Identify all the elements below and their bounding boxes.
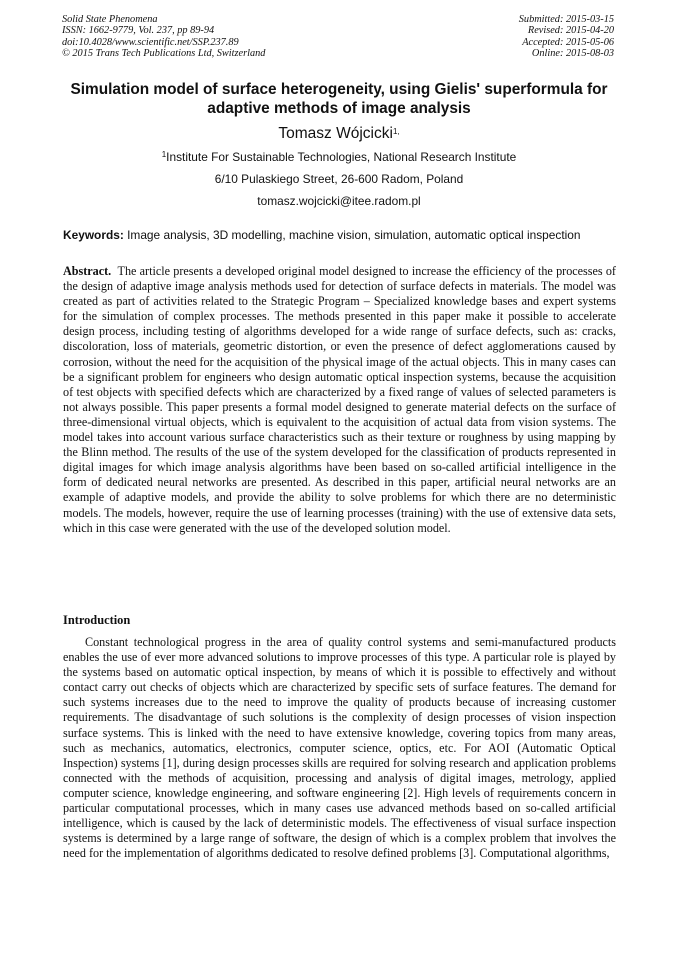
keywords <box>63 228 623 242</box>
author-name: Tomasz Wójcicki <box>278 125 393 142</box>
affiliation-mark: 1 <box>161 150 167 159</box>
keywords-text: Image analysis, 3D modelling, machine vision, simulation, automatic optical inspection <box>127 228 581 242</box>
journal-issn: ISSN: 1662-9779, Vol. 237, pp 89-94 <box>62 25 215 37</box>
section-heading-introduction: Introduction <box>63 613 131 627</box>
date-online: Online: 2015-08-03 <box>531 47 614 59</box>
paper-title: Simulation model of surface heterogeneity, using Gielis' superformula for adaptive methods of image analysis <box>70 81 608 117</box>
affiliation-institute <box>0 150 678 164</box>
keywords-label: Keywords: <box>63 228 124 242</box>
abstract-label: Abstract. <box>63 264 112 278</box>
affiliation-address: 6/10 Pulaskiego Street, 26-600 Radom, Poland <box>214 172 464 186</box>
publication-dates <box>519 14 614 59</box>
journal-copyright: © 2015 Trans Tech Publications Ltd, Switzerland <box>62 47 266 59</box>
author-email[interactable]: tomasz.wojcicki@itee.radom.pl <box>257 194 421 208</box>
abstract-text: The article presents a developed original model designed to increase the efficiency of the processes of the design of adaptive image analysis methods used for detection of surface defects in materials. The model was created as part of activities related to the Strategic Program – Specialized knowledge bases and expert systems for the simulation of complex processes. The methods presented in this paper make it possible to accelerate design process, including testing of algorithms developed for a wide range of surface defects, such as: cracks, discoloration, loss of materials, geometric distortion, or even the presence of defect agglomerations caused by corrosion, without the need for the acquisition of the physical image of the actual objects. This in many cases can be a significant problem for engineers who design automatic optical inspection systems, because the acquisition of test objects with specified defects which are characterized by a fixed range of values of selected parameters is not always possible. This paper presents a formal model designed to generate material defects on the surface of three-dimensional virtual objects, which is equivalent to the acquisition of actual data from vision systems. The model takes into account various surface characteristics such as their texture or roughness by using mapping by the Blinn method. The results of the use of the system developed for the classification of products represented in digital images for which image analysis algorithms have been based on so-called artificial intelligence in the form of dedicated neural networks are presented. As described in this paper, artificial neural networks are an example of adaptive models, and provide the ability to solve problems for which there are no deterministic models. The models, however, require the use of learning processes (training) with the use of extensive data sets, which in this case were generated with the use of the developed solution model. <box>63 264 616 535</box>
author <box>0 125 678 143</box>
author-affiliation-mark: 1, <box>392 127 400 136</box>
date-accepted: Accepted: 2015-05-06 <box>522 36 614 48</box>
introduction-paragraph: Constant technological progress in the area of quality control systems and semi-manufactured products enables the use of ever more advanced solutions to improve processes of this type. A particular role is played by the systems based on automatic optical inspection, by means of which it is possible to effectively and without contact carry out checks of objects which are characterized by specific sets of surface features. The demand for such systems increases due to the need to improve the quality of products because of increasing customer requirements. The disadvantage of such solutions is the complexity of design processes of vision inspection surface systems. This is linked with the need to have extensive knowledge, covering topics from many areas, such as mechanics, automatics, electronics, computer science, optics, etc. For AOI (Automatic Optical Inspection) systems [1], during design processes skills are required for solving research and application problems connected with the methods of acquisition, processing and analysis of digital images, metrology, applied computer science, knowledge engineering, and software engineering [2]. High levels of requirements concern in particular computational processes, which in many cases use advanced methods based on so-called artificial intelligence, which is caused by the lack of deterministic models. The effectiveness of visual surface inspection systems is determined by a large range of software, the design of which is a complex problem that involves the need for the implementation of algorithms dedicated to resolve defined problems [3]. Computational algorithms, <box>63 635 616 861</box>
date-submitted: Submitted: 2015-03-15 <box>518 14 614 25</box>
date-revised: Revised: 2015-04-20 <box>527 25 614 37</box>
journal-doi[interactable]: doi:10.4028/www.scientific.net/SSP.237.89 <box>62 36 239 48</box>
journal-name: Solid State Phenomena <box>62 14 158 25</box>
institute-name: Institute For Sustainable Technologies, National Research Institute <box>166 150 517 164</box>
journal-info <box>62 14 265 59</box>
abstract <box>63 264 616 536</box>
